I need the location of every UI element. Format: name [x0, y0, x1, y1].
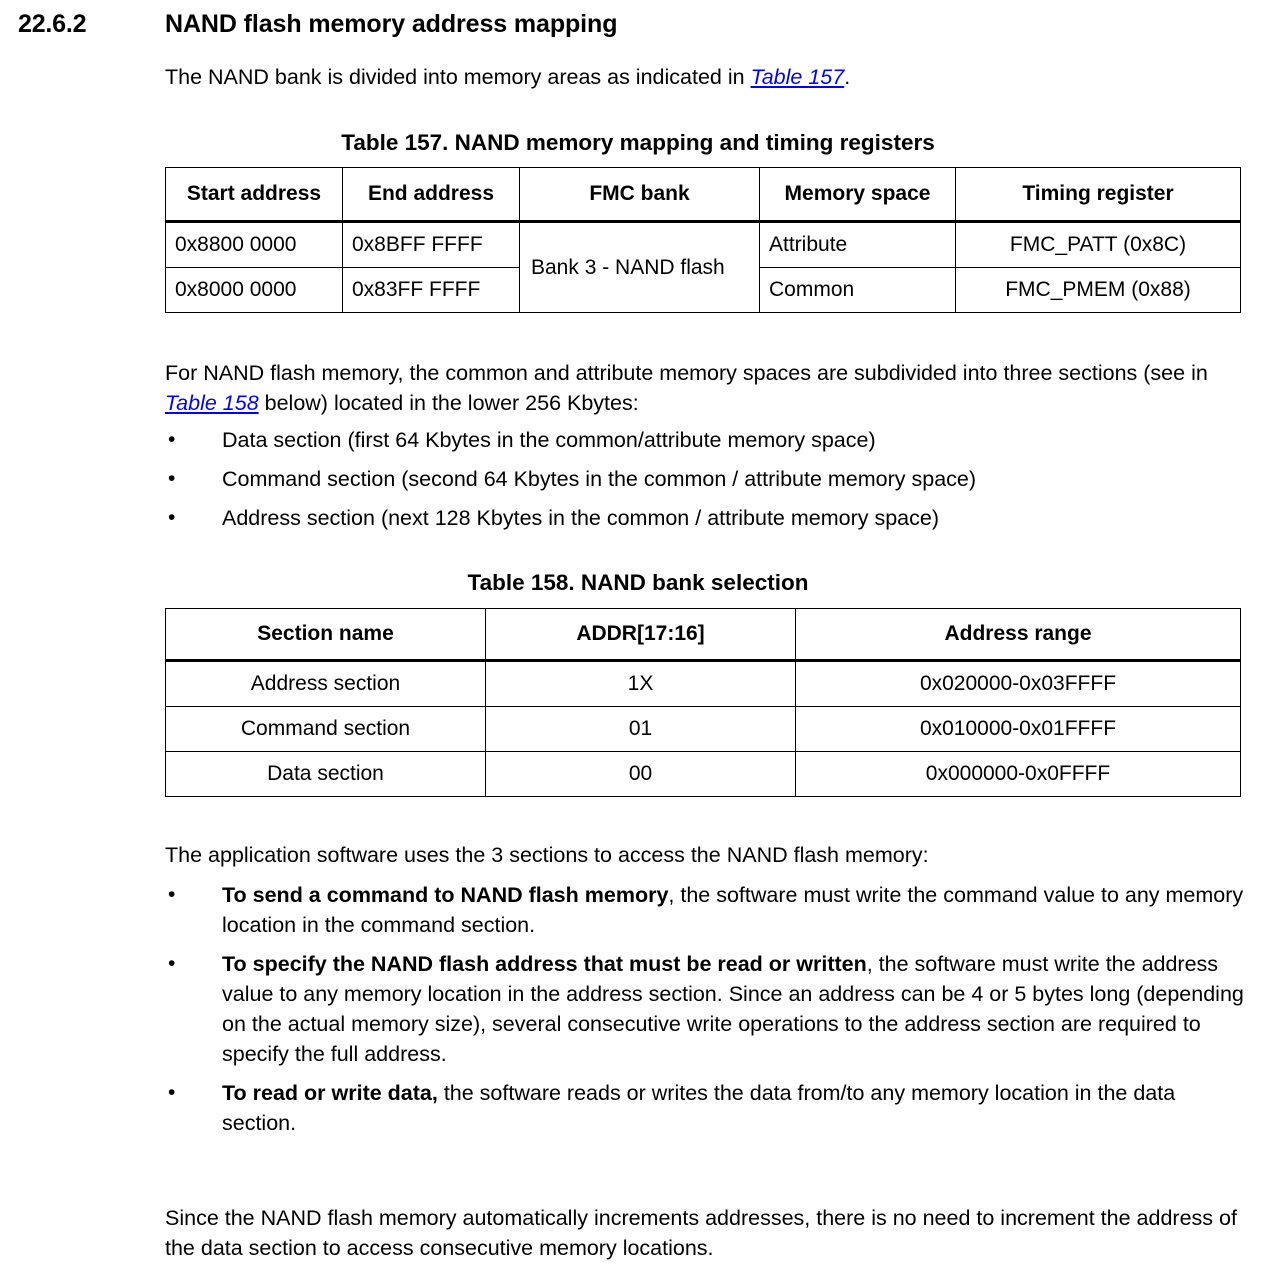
column-header-addr-bits: ADDR[17:16] — [486, 609, 796, 661]
table-row — [166, 661, 1241, 707]
section-number: 22.6.2 — [18, 10, 87, 38]
list-item-emphasis: To specify the NAND flash address that must be read or written — [222, 952, 867, 976]
column-header-timing-register: Timing register — [956, 168, 1241, 222]
table-row — [166, 222, 1241, 268]
list-item-label: Command section (second 64 Kbytes in the common / attribute memory space) — [222, 467, 977, 491]
cell-address-range: 0x000000-0x0FFFF — [796, 752, 1241, 797]
cell-fmc-bank: Bank 3 - NAND flash — [520, 222, 760, 313]
usage-lead-paragraph: The application software uses the 3 sections to access the NAND flash memory: — [165, 843, 929, 867]
list-item-label: , the software must write the command value to any memory location in the command section. — [222, 883, 1244, 937]
list-item-label: Address section (next 128 Kbytes in the common / attribute memory space) — [222, 506, 939, 530]
list-item — [165, 880, 1250, 940]
list-item — [165, 949, 1250, 1069]
bullet-icon: • — [168, 1081, 176, 1104]
list-item-label: , the software must write the address value to any memory location in the address section. Since an address can be 4 or 5 bytes long (depending on the actual memory size), several consecutive write operations to the address section are required to specify the full address. — [222, 952, 1244, 1066]
column-header-address-range: Address range — [796, 609, 1241, 661]
cell-end-address: 0x83FF FFFF — [343, 268, 520, 313]
list-item-label: the software reads or writes the data from/to any memory location in the data section. — [222, 1081, 1176, 1135]
intro-text-before: The NAND bank is divided into memory areas as indicated in — [165, 65, 751, 89]
cell-section-name: Command section — [166, 707, 486, 752]
list-item-emphasis: To send a command to NAND flash memory — [222, 883, 669, 907]
cell-end-address: 0x8BFF FFFF — [343, 222, 520, 268]
table-157-caption: Table 157. NAND memory mapping and timing registers — [341, 130, 935, 155]
sections-bullet-list — [165, 425, 1250, 542]
cell-start-address: 0x8000 0000 — [166, 268, 343, 313]
column-header-memory-space: Memory space — [760, 168, 956, 222]
cell-address-range: 0x020000-0x03FFFF — [796, 661, 1241, 707]
column-header-section-name: Section name — [166, 609, 486, 661]
intro-text-after: . — [844, 65, 851, 89]
table-row-header — [166, 168, 1241, 222]
table-158 — [165, 608, 1241, 797]
subdivision-text-before: For NAND flash memory, the common and attribute memory spaces are subdivided into three sections (see in — [165, 361, 1208, 385]
bullet-icon: • — [168, 952, 176, 975]
column-header-end-address: End address — [343, 168, 520, 222]
cell-memory-space: Common — [760, 268, 956, 313]
table-row-header — [166, 609, 1241, 661]
subdivision-text-after: below) located in the lower 256 Kbytes: — [258, 391, 639, 415]
column-header-fmc-bank: FMC bank — [520, 168, 760, 222]
column-header-start-address: Start address — [166, 168, 343, 222]
cell-section-name: Data section — [166, 752, 486, 797]
closing-paragraph: Since the NAND flash memory automatically increments addresses, there is no need to increment the address of the data section to access consecutive memory locations. — [165, 1206, 1237, 1260]
bullet-icon: • — [168, 506, 176, 529]
list-item — [165, 425, 1250, 455]
table-157-link[interactable]: Table 157 — [750, 65, 845, 89]
cell-timing-register: FMC_PATT (0x8C) — [956, 222, 1241, 268]
intro-paragraph — [165, 62, 1247, 92]
cell-start-address: 0x8800 0000 — [166, 222, 343, 268]
table-157 — [165, 167, 1241, 313]
page-title: NAND flash memory address mapping — [165, 10, 618, 38]
bullet-icon: • — [168, 467, 176, 490]
cell-section-name: Address section — [166, 661, 486, 707]
usage-bullet-list — [165, 880, 1250, 1147]
subdivision-paragraph — [165, 358, 1247, 418]
table-158-caption: Table 158. NAND bank selection — [467, 570, 809, 595]
table-158-link[interactable]: Table 158 — [165, 391, 259, 415]
bullet-icon: • — [168, 883, 176, 906]
cell-addr-bits: 01 — [486, 707, 796, 752]
table-row — [166, 752, 1241, 797]
cell-memory-space: Attribute — [760, 222, 956, 268]
table-row — [166, 707, 1241, 752]
list-item-emphasis: To read or write data, — [222, 1081, 438, 1105]
list-item-label: Data section (first 64 Kbytes in the common/attribute memory space) — [222, 428, 876, 452]
list-item — [165, 1078, 1250, 1138]
bullet-icon: • — [168, 428, 176, 451]
cell-timing-register: FMC_PMEM (0x88) — [956, 268, 1241, 313]
section-heading — [0, 10, 1276, 50]
cell-addr-bits: 00 — [486, 752, 796, 797]
list-item — [165, 503, 1250, 533]
list-item — [165, 464, 1250, 494]
cell-addr-bits: 1X — [486, 661, 796, 707]
cell-address-range: 0x010000-0x01FFFF — [796, 707, 1241, 752]
